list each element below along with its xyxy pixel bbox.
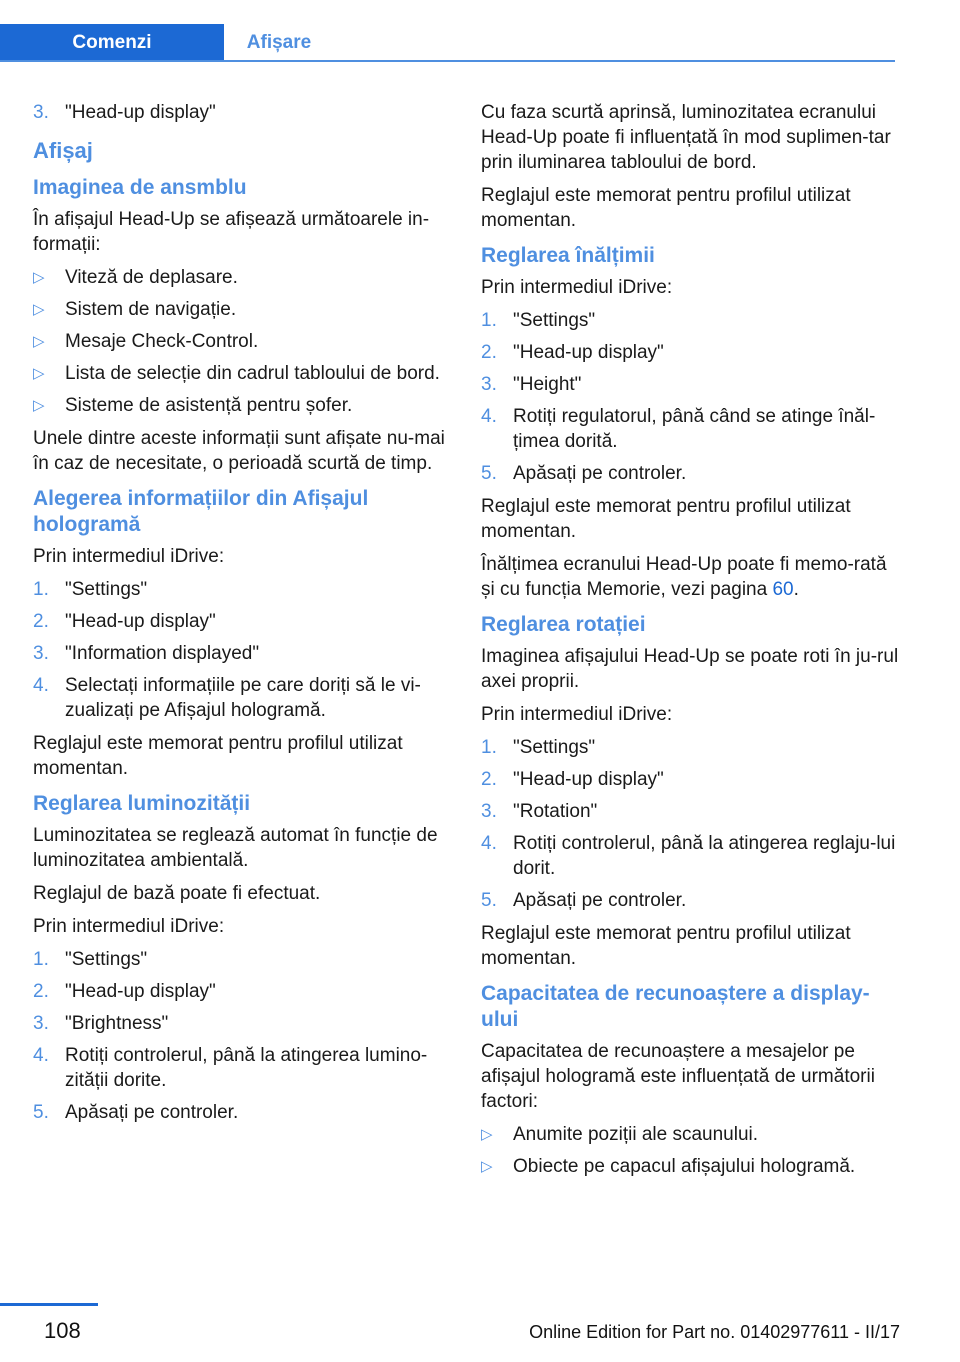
step-number: 4. xyxy=(481,406,497,427)
paragraph-text: . xyxy=(793,579,799,600)
heading-inaltimii: Reglarea înălțimii xyxy=(481,244,655,267)
list-item-text: Sisteme de asistență pentru șofer. xyxy=(65,395,353,416)
step-number: 2. xyxy=(481,769,497,790)
paragraph-text: Înălțimea ecranului Head-Up poate fi memo‐rată și cu funcția Memorie, vezi pagina xyxy=(481,554,887,600)
paragraph-prin-intermediul: Prin intermediul iDrive: xyxy=(33,916,225,937)
triangle-right-icon: ▷ xyxy=(33,397,45,414)
triangle-right-icon: ▷ xyxy=(481,1126,493,1143)
paragraph-reglajul: Reglajul este memorat pentru profilul utilizat momentan. xyxy=(481,185,851,231)
list-item xyxy=(481,308,899,333)
list-item xyxy=(33,979,451,1004)
step-text: "Settings" xyxy=(513,310,596,331)
page-link[interactable]: 60 xyxy=(772,579,794,600)
right-column xyxy=(481,100,899,1187)
paragraph-faza-scurta: Cu faza scurtă aprinsă, luminozitatea ecranului Head-Up poate fi influențată în mod suplimen‐tar prin iluminarea tabloului de bord. xyxy=(481,102,891,173)
triangle-right-icon: ▷ xyxy=(33,365,45,382)
left-column xyxy=(33,100,451,1133)
list-item xyxy=(33,577,451,602)
step-list-inaltime xyxy=(481,308,899,486)
tab-comenzi[interactable]: Comenzi xyxy=(0,24,224,62)
triangle-right-icon: ▷ xyxy=(481,1158,493,1175)
list-item-text: Viteză de deplasare. xyxy=(65,267,238,288)
list-item xyxy=(481,340,899,365)
heading-afisaj: Afișaj xyxy=(33,138,93,163)
list-item xyxy=(481,767,899,792)
heading-capacitatea: Capacitatea de recunoaștere a display-ului xyxy=(481,982,870,1031)
step-number: 2. xyxy=(33,981,49,1002)
step-number: 3. xyxy=(481,801,497,822)
step-number: 1. xyxy=(481,310,497,331)
page-number: 108 xyxy=(44,1318,81,1343)
step-list-rotatie xyxy=(481,735,899,913)
list-item-text: Anumite poziții ale scaunului. xyxy=(513,1124,759,1145)
list-item xyxy=(33,329,451,354)
list-item xyxy=(481,404,899,454)
step-text: "Height" xyxy=(513,374,582,395)
paragraph-lum-baza: Reglajul de bază poate fi efectuat. xyxy=(33,883,321,904)
paragraph-reglajul: Reglajul este memorat pentru profilul utilizat momentan. xyxy=(481,496,851,542)
paragraph-capacitatea: Capacitatea de recunoaștere a mesajelor pe afișajul hologramă este influențată de următorii factori: xyxy=(481,1041,875,1112)
step-text: "Head-up display" xyxy=(65,981,216,1002)
step-number: 5. xyxy=(33,1102,49,1123)
triangle-right-icon: ▷ xyxy=(33,301,45,318)
list-item xyxy=(33,673,451,723)
step-list-alegerea xyxy=(33,577,451,723)
paragraph-prin-intermediul: Prin intermediul iDrive: xyxy=(481,277,673,298)
edition-footer: Online Edition for Part no. 01402977611 - II/17 xyxy=(529,1322,900,1342)
step-number: 1. xyxy=(33,949,49,970)
paragraph-inaltimea-memorie xyxy=(481,552,899,602)
list-item xyxy=(33,361,451,386)
step-text: Selectați informațiile pe care doriți să le vi‐zualizați pe Afișajul hologramă. xyxy=(65,675,421,721)
heading-luminozitatii: Reglarea luminozității xyxy=(33,792,251,815)
step-number: 4. xyxy=(33,1045,49,1066)
bullet-list-info xyxy=(33,265,451,418)
paragraph-prin-intermediul: Prin intermediul iDrive: xyxy=(33,546,225,567)
list-item-text: Lista de selecție din cadrul tabloului de bord. xyxy=(65,363,440,384)
paragraph-reglajul: Reglajul este memorat pentru profilul utilizat momentan. xyxy=(33,733,403,779)
list-item xyxy=(481,1154,899,1179)
step-text: "Head-up display" xyxy=(65,102,216,123)
paragraph-unele: Unele dintre aceste informații sunt afișate nu‐mai în caz de necesitate, o perioadă scurtă de timp. xyxy=(33,428,445,474)
step-text: "Information displayed" xyxy=(65,643,260,664)
list-item xyxy=(33,1100,451,1125)
list-item xyxy=(481,735,899,760)
step-number: 5. xyxy=(481,890,497,911)
step-list-top xyxy=(33,100,451,125)
step-text: "Settings" xyxy=(65,949,148,970)
step-text: Apăsați pe controler. xyxy=(513,890,687,911)
list-item-text: Mesaje Check-Control. xyxy=(65,331,259,352)
step-number: 2. xyxy=(33,611,49,632)
list-item xyxy=(33,393,451,418)
list-item xyxy=(481,372,899,397)
paragraph-prin-intermediul: Prin intermediul iDrive: xyxy=(481,704,673,725)
list-item xyxy=(33,1043,451,1093)
triangle-right-icon: ▷ xyxy=(33,333,45,350)
list-item xyxy=(33,641,451,666)
heading-alegerea: Alegerea informațiilor din Afișajul hologramă xyxy=(33,487,369,536)
footer-rule xyxy=(0,1303,98,1306)
step-text: Rotiți controlerul, până la atingerea reglaju‐lui dorit. xyxy=(513,833,896,879)
list-item-text: Obiecte pe capacul afișajului hologramă. xyxy=(513,1156,856,1177)
bullet-list-factori xyxy=(481,1122,899,1179)
list-item-text: Sistem de navigație. xyxy=(65,299,237,320)
paragraph-lum-auto: Luminozitatea se reglează automat în funcție de luminozitatea ambientală. xyxy=(33,825,438,871)
list-item xyxy=(33,947,451,972)
step-number: 5. xyxy=(481,463,497,484)
header-rule xyxy=(0,60,895,62)
step-number: 3. xyxy=(33,643,49,664)
list-item xyxy=(33,609,451,634)
heading-imaginea: Imaginea de ansmblu xyxy=(33,176,247,199)
list-item xyxy=(33,265,451,290)
paragraph-rotatie: Imaginea afișajului Head-Up se poate roti în ju‐rul axei proprii. xyxy=(481,646,899,692)
heading-rotatiei: Reglarea rotației xyxy=(481,613,646,636)
step-number: 4. xyxy=(33,675,49,696)
list-item xyxy=(481,799,899,824)
step-text: Apăsați pe controler. xyxy=(513,463,687,484)
list-item xyxy=(33,1011,451,1036)
paragraph-reglajul: Reglajul este memorat pentru profilul utilizat momentan. xyxy=(481,923,851,969)
list-item xyxy=(481,831,899,881)
step-text: "Settings" xyxy=(513,737,596,758)
step-text: "Head-up display" xyxy=(513,342,664,363)
step-number: 3. xyxy=(33,1013,49,1034)
list-item xyxy=(33,100,451,125)
step-number: 4. xyxy=(481,833,497,854)
step-text: "Rotation" xyxy=(513,801,598,822)
step-text: "Head-up display" xyxy=(513,769,664,790)
list-item xyxy=(481,1122,899,1147)
list-item xyxy=(481,888,899,913)
step-number: 1. xyxy=(481,737,497,758)
tab-afisare[interactable]: Afișare xyxy=(224,24,334,62)
step-text: Rotiți regulatorul, până când se atinge înăl‐țimea dorită. xyxy=(513,406,876,452)
list-item xyxy=(481,461,899,486)
list-item xyxy=(33,297,451,322)
paragraph-intro: În afișajul Head-Up se afișează următoarele in‐formații: xyxy=(33,209,430,255)
step-text: "Settings" xyxy=(65,579,148,600)
triangle-right-icon: ▷ xyxy=(33,269,45,286)
step-text: Apăsați pe controler. xyxy=(65,1102,239,1123)
step-number: 3. xyxy=(481,374,497,395)
step-number: 2. xyxy=(481,342,497,363)
step-list-luminozitate xyxy=(33,947,451,1125)
step-number: 1. xyxy=(33,579,49,600)
step-text: Rotiți controlerul, până la atingerea lumino‐zității dorite. xyxy=(65,1045,428,1091)
step-number: 3. xyxy=(33,102,49,123)
step-text: "Head-up display" xyxy=(65,611,216,632)
header-tabs xyxy=(0,24,334,62)
step-text: "Brightness" xyxy=(65,1013,169,1034)
